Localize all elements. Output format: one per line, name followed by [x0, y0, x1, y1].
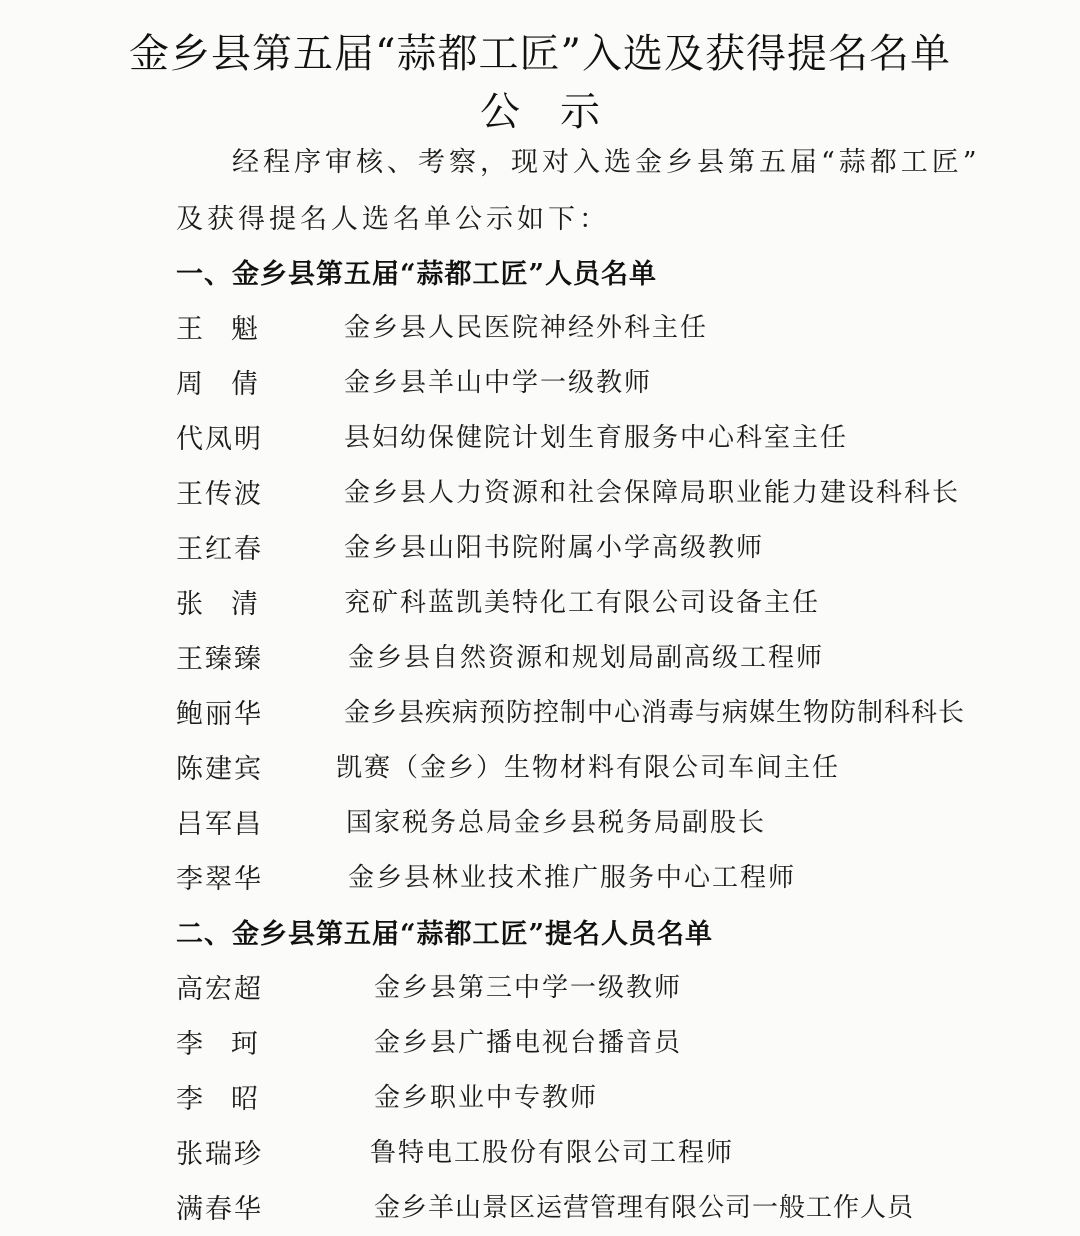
person-role: 金乡县山阳书院附属小学高级教师	[344, 533, 765, 563]
list-item	[0, 637, 1080, 677]
person-role: 兖矿科蓝凯美特化工有限公司设备主任	[344, 588, 821, 618]
person-name: 吕军昌	[176, 809, 263, 840]
person-role: 金乡县羊山中学一级教师	[344, 368, 653, 398]
person-name: 周倩	[176, 369, 286, 400]
section-1-heading: 一、金乡县第五届“蒜都工匠”人员名单	[176, 259, 658, 290]
list-item	[0, 582, 1080, 622]
document-subtitle: 公示	[480, 89, 640, 135]
person-name: 李珂	[176, 1029, 286, 1060]
person-role: 金乡县人民医院神经外科主任	[344, 313, 709, 343]
intro-line-1: 经程序审核、考察，现对入选金乡县第五届“蒜都工匠”	[232, 147, 981, 178]
person-name: 王魁	[176, 314, 286, 345]
person-role: 金乡县广播电视台播音员	[374, 1028, 683, 1058]
person-name: 王臻臻	[176, 644, 263, 675]
person-name: 高宏超	[176, 974, 263, 1005]
list-item	[0, 1187, 1080, 1227]
list-item	[0, 307, 1080, 347]
person-name: 李翠华	[176, 864, 263, 895]
person-role: 县妇幼保健院计划生育服务中心科室主任	[344, 423, 849, 453]
person-name: 满春华	[176, 1194, 263, 1225]
person-role: 金乡县第三中学一级教师	[374, 973, 683, 1003]
person-name: 王红春	[176, 534, 263, 565]
person-name: 鲍丽华	[176, 699, 263, 730]
list-item	[0, 1132, 1080, 1172]
list-item	[0, 802, 1080, 842]
person-name: 王传波	[176, 479, 263, 510]
person-role: 金乡羊山景区运营管理有限公司一般工作人员	[374, 1193, 915, 1223]
person-name: 李昭	[176, 1084, 286, 1115]
person-role: 金乡职业中专教师	[374, 1083, 599, 1113]
person-role: 金乡县自然资源和规划局副高级工程师	[348, 643, 825, 673]
document-title: 金乡县第五届“蒜都工匠”入选及获得提名名单	[129, 31, 951, 77]
person-role: 国家税务总局金乡县税务局副股长	[346, 808, 767, 838]
list-item	[0, 472, 1080, 512]
section-2-heading: 二、金乡县第五届“蒜都工匠”提名人员名单	[176, 919, 714, 950]
list-item	[0, 967, 1080, 1007]
list-item	[0, 857, 1080, 897]
person-name: 陈建宾	[176, 754, 263, 785]
list-item	[0, 747, 1080, 787]
person-role: 金乡县人力资源和社会保障局职业能力建设科科长	[344, 478, 961, 508]
person-role: 金乡县林业技术推广服务中心工程师	[348, 863, 797, 893]
person-role: 凯赛（金乡）生物材料有限公司车间主任	[336, 753, 841, 783]
list-item	[0, 417, 1080, 457]
person-name: 张清	[176, 589, 286, 620]
list-item	[0, 362, 1080, 402]
person-name: 张瑞珍	[176, 1139, 263, 1170]
list-item	[0, 692, 1080, 732]
intro-line-2: 及获得提名人选名单公示如下：	[176, 204, 610, 235]
person-name: 代凤明	[176, 424, 263, 455]
list-item	[0, 527, 1080, 567]
list-item	[0, 1022, 1080, 1062]
list-item	[0, 1077, 1080, 1117]
person-role: 鲁特电工股份有限公司工程师	[370, 1138, 735, 1168]
person-role: 金乡县疾病预防控制中心消毒与病媒生物防制科科长	[344, 698, 966, 728]
